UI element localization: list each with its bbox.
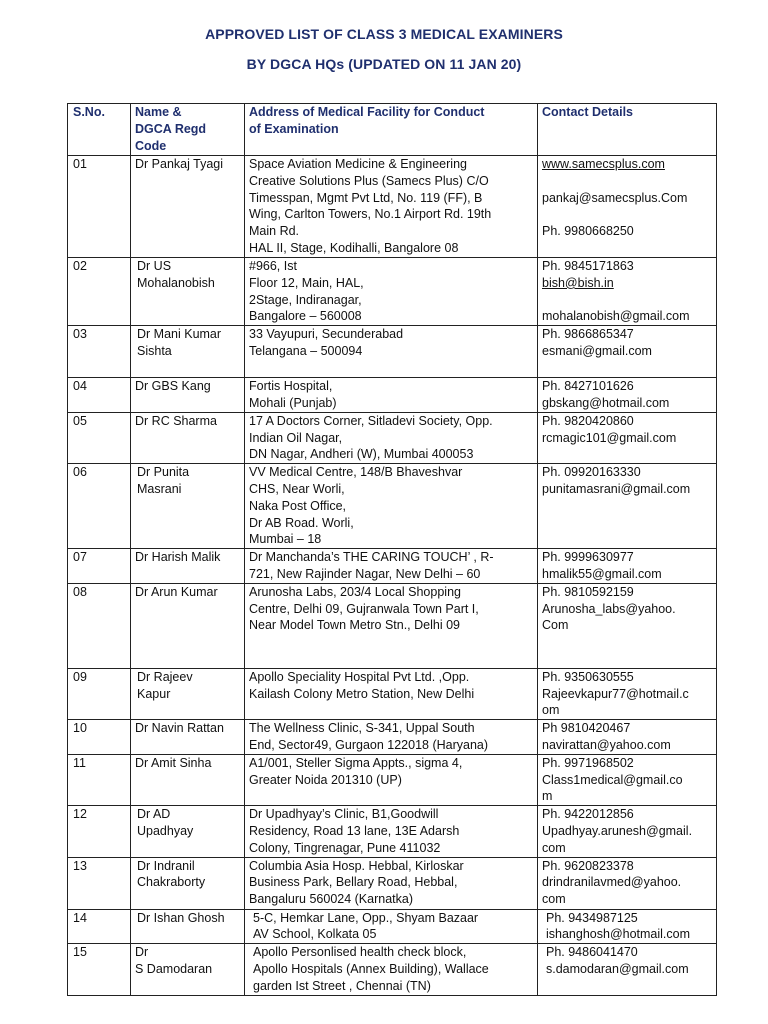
table-row	[68, 806, 717, 857]
row-name: Dr RC Sharma	[131, 412, 245, 463]
email-link[interactable]: bish@bish.in	[542, 275, 614, 290]
row-contact: Ph. 9350630555 Rajeevkapur77@hotmail.c om	[538, 668, 717, 719]
table-row	[68, 857, 717, 909]
row-address: The Wellness Clinic, S-341, Uppal South End, Sector49, Gurgaon 122018 (Haryana)	[245, 720, 538, 755]
row-address: Arunosha Labs, 203/4 Local Shopping Centre, Delhi 09, Gujranwala Town Part I, Near Model Town Metro Stn., Delhi 09	[245, 583, 538, 668]
row-name: Dr US Mohalanobish	[131, 258, 245, 326]
table-row	[68, 258, 717, 326]
row-address: A1/001, Steller Sigma Appts., sigma 4, Greater Noida 201310 (UP)	[245, 754, 538, 805]
row-address: Space Aviation Medicine & Engineering Creative Solutions Plus (Samecs Plus) C/O Timesspan, Mgmt Pvt Ltd, No. 119 (FF), B Wing, Carlton Towers, No.1 Airport Rd. 19th Main Rd. HAL II, Stage, Kodihalli, Bangalore 08	[245, 156, 538, 258]
row-contact: Ph. 9971968502 Class1medical@gmail.co m	[538, 754, 717, 805]
row-contact: Ph 9810420467 navirattan@yahoo.com	[538, 720, 717, 755]
row-contact: Ph. 9810592159 Arunosha_labs@yahoo. Com	[538, 583, 717, 668]
row-contact: Ph. 9845171863 bish@bish.in mohalanobish@gmail.com	[538, 258, 717, 326]
row-contact: Ph. 9999630977 hmalik55@gmail.com	[538, 549, 717, 584]
row-name: Dr Pankaj Tyagi	[131, 156, 245, 258]
row-sno: 05	[68, 412, 131, 463]
row-name: Dr GBS Kang	[131, 378, 245, 413]
row-address: 33 Vayupuri, Secunderabad Telangana – 500094	[245, 326, 538, 378]
website-link[interactable]: www.samecsplus.com	[542, 157, 665, 171]
table-row	[68, 583, 717, 668]
document-title-line1: APPROVED LIST OF CLASS 3 MEDICAL EXAMINERS	[205, 26, 563, 42]
examiners-table	[67, 103, 717, 996]
table-row	[68, 909, 717, 944]
table-row	[68, 412, 717, 463]
row-sno: 09	[68, 668, 131, 719]
row-name: Dr S Damodaran	[131, 944, 245, 996]
row-address: 5-C, Hemkar Lane, Opp., Shyam Bazaar AV School, Kolkata 05	[245, 909, 538, 944]
table-row	[68, 549, 717, 584]
row-contact: Ph. 9620823378 drindranilavmed@yahoo. com	[538, 857, 717, 909]
row-address: Apollo Personlised health check block, Apollo Hospitals (Annex Building), Wallace garden Ist Street , Chennai (TN)	[245, 944, 538, 996]
document-title-line2: BY DGCA HQs (UPDATED ON 11 JAN 20)	[246, 56, 522, 72]
row-address: VV Medical Centre, 148/B Bhaveshvar CHS, Near Worli, Naka Post Office, Dr AB Road. Worli, Mumbai – 18	[245, 464, 538, 549]
header-name: Name & DGCA Regd Code	[131, 104, 245, 156]
table-row	[68, 326, 717, 378]
table-header-row	[68, 104, 717, 156]
row-name: Dr Punita Masrani	[131, 464, 245, 549]
row-sno: 08	[68, 583, 131, 668]
row-sno: 14	[68, 909, 131, 944]
table-row	[68, 464, 717, 549]
row-name: Dr Arun Kumar	[131, 583, 245, 668]
table-row	[68, 720, 717, 755]
row-sno: 02	[68, 258, 131, 326]
row-sno: 01	[68, 156, 131, 258]
row-name: Dr Indranil Chakraborty	[131, 857, 245, 909]
row-address: Apollo Speciality Hospital Pvt Ltd. ,Opp. Kailash Colony Metro Station, New Delhi	[245, 668, 538, 719]
row-name: Dr Navin Rattan	[131, 720, 245, 755]
row-contact: Ph. 9422012856 Upadhyay.arunesh@gmail. com	[538, 806, 717, 857]
row-sno: 03	[68, 326, 131, 378]
row-name: Dr Amit Sinha	[131, 754, 245, 805]
row-name: Dr Harish Malik	[131, 549, 245, 584]
row-contact: Ph. 8427101626 gbskang@hotmail.com	[538, 378, 717, 413]
table-row	[68, 944, 717, 996]
row-contact: Ph. 9866865347 esmani@gmail.com	[538, 326, 717, 378]
header-contact: Contact Details	[538, 104, 717, 156]
row-name: Dr AD Upadhyay	[131, 806, 245, 857]
row-sno: 15	[68, 944, 131, 996]
row-contact: Ph. 9820420860 rcmagic101@gmail.com	[538, 412, 717, 463]
row-sno: 12	[68, 806, 131, 857]
row-address: Fortis Hospital, Mohali (Punjab)	[245, 378, 538, 413]
table-row	[68, 754, 717, 805]
row-sno: 13	[68, 857, 131, 909]
table-row	[68, 378, 717, 413]
row-contact: www.samecsplus.com pankaj@samecsplus.Com Ph. 9980668250	[538, 156, 717, 258]
header-sno: S.No.	[68, 104, 131, 156]
row-address: Columbia Asia Hosp. Hebbal, Kirloskar Business Park, Bellary Road, Hebbal, Bangaluru 560024 (Karnatka)	[245, 857, 538, 909]
row-sno: 07	[68, 549, 131, 584]
row-name: Dr Rajeev Kapur	[131, 668, 245, 719]
row-address: 17 A Doctors Corner, Sitladevi Society, Opp. Indian Oil Nagar, DN Nagar, Andheri (W), Mumbai 400053	[245, 412, 538, 463]
table-row	[68, 156, 717, 258]
row-address: #966, Ist Floor 12, Main, HAL, 2Stage, Indiranagar, Bangalore – 560008	[245, 258, 538, 326]
row-address: Dr Upadhyay’s Clinic, B1,Goodwill Residency, Road 13 lane, 13E Adarsh Colony, Tingrenagar, Pune 411032	[245, 806, 538, 857]
header-address: Address of Medical Facility for Conduct of Examination	[245, 104, 538, 156]
table-row	[68, 668, 717, 719]
row-sno: 10	[68, 720, 131, 755]
row-address: Dr Manchanda’s THE CARING TOUCH’ , R- 721, New Rajinder Nagar, New Delhi – 60	[245, 549, 538, 584]
row-name: Dr Ishan Ghosh	[131, 909, 245, 944]
row-sno: 04	[68, 378, 131, 413]
row-name: Dr Mani Kumar Sishta	[131, 326, 245, 378]
row-contact: Ph. 9486041470 s.damodaran@gmail.com	[538, 944, 717, 996]
row-sno: 11	[68, 754, 131, 805]
row-sno: 06	[68, 464, 131, 549]
row-contact: Ph. 09920163330 punitamasrani@gmail.com	[538, 464, 717, 549]
row-contact: Ph. 9434987125 ishanghosh@hotmail.com	[538, 909, 717, 944]
